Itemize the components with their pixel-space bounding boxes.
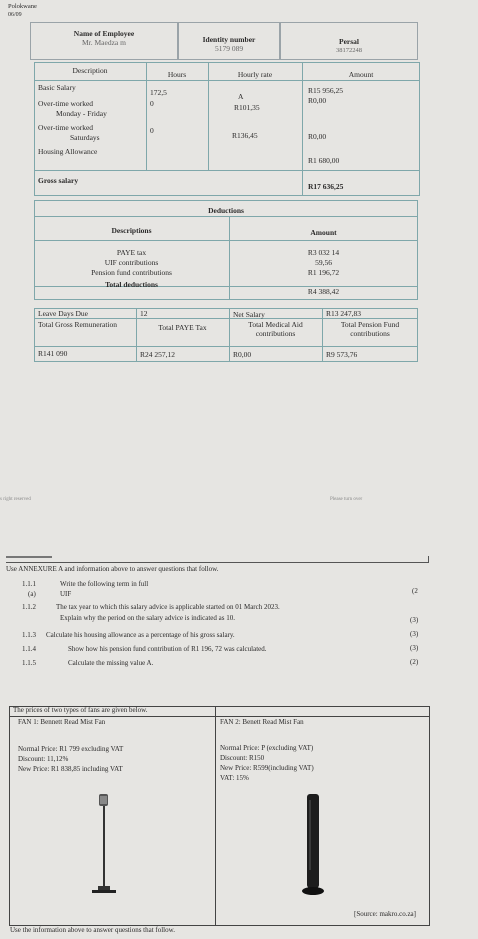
q114-text: Show how his pension fund contribution of R1 196, 72 was calculated.	[68, 645, 267, 653]
q111-text: Write the following term in full	[60, 580, 149, 588]
fans-heading: The prices of two types of fans are given below.	[13, 706, 148, 714]
fan2-discount: Discount: R150	[220, 754, 265, 762]
leave-days-value: 12	[140, 309, 148, 318]
col-amount: Amount	[348, 70, 374, 79]
row-basic-amount: R15 956,25	[308, 86, 344, 95]
summary-head-paye: Total PAYE Tax	[158, 323, 207, 332]
fans-box	[9, 706, 430, 926]
gross-salary-label: Gross salary	[38, 176, 79, 185]
row-housing-amount: R1 680,00	[308, 156, 340, 165]
net-salary-value: R13 247,83	[326, 309, 362, 318]
page-divider-left	[6, 556, 52, 558]
fan2-vat: VAT: 15%	[220, 774, 249, 782]
q114-marks: (3)	[410, 644, 419, 652]
persal-cell	[280, 22, 418, 60]
fan2-normal-price: Normal Price: P (excluding VAT)	[220, 744, 314, 752]
pedestal-fan-image	[88, 790, 128, 900]
employer-sub: 06/09	[8, 12, 22, 18]
employee-name-cell	[30, 22, 178, 60]
col-hourly-rate: Hourly rate	[237, 70, 273, 79]
identity-number-label: Identity number	[202, 35, 256, 44]
deduction-uif-label: UIF contributions	[104, 258, 159, 267]
questions-intro: Use ANNEXURE A and information above to answer questions that follow.	[6, 565, 219, 573]
deductions-col-amount: Amount	[310, 228, 337, 237]
deduction-pension-label: Pension fund contributions	[91, 268, 172, 277]
q112-text2: Explain why the period on the salary advice is indicated as 10.	[60, 614, 235, 622]
q115-text: Calculate the missing value A.	[68, 659, 154, 667]
fan1-title: FAN 1: Bennett Read Mist Fan	[18, 718, 106, 726]
q113-marks: (3)	[410, 630, 419, 638]
q115-num: 1.1.5	[22, 659, 36, 667]
q112-text: The tax year to which this salary advice is applicable started on 01 March 2023.	[56, 603, 280, 611]
summary-head-medical: Total Medical Aid contributions	[248, 320, 303, 338]
row-ot-weekday-amount: R0,00	[308, 96, 327, 105]
row-basic-hours: 172,5	[150, 88, 167, 97]
deduction-uif-amount: 59,56	[315, 258, 332, 267]
row-basic-desc: Basic Salary	[38, 83, 76, 92]
row-basic-rate: A	[238, 92, 244, 101]
employee-name-label: Name of Employee	[73, 29, 135, 38]
fan1-new-price: New Price: R1 838,85 including VAT	[18, 765, 123, 773]
deductions-col-desc: Descriptions	[111, 226, 152, 235]
leave-days-label: Leave Days Due	[38, 309, 88, 318]
q111a-text: UIF	[60, 590, 72, 598]
row-ot-sat-desc2: Saturdays	[70, 133, 100, 142]
gross-salary-value: R17 636,25	[308, 182, 344, 191]
row-ot-weekday-desc: Over-time worked	[38, 99, 94, 108]
q113-num: 1.1.3	[22, 631, 36, 639]
summary-head-gross: Total Gross Remuneration	[38, 320, 118, 329]
col-description: Description	[72, 66, 108, 75]
row-ot-sat-hours: 0	[150, 126, 154, 135]
row-ot-sat-rate: R136,45	[232, 131, 258, 140]
net-salary-label: Net Salary	[233, 310, 265, 319]
q113-text: Calculate his housing allowance as a percentage of his gross salary.	[46, 631, 235, 639]
employee-name-value: Mr. Maedza m	[82, 38, 126, 47]
row-housing-desc: Housing Allowance	[38, 147, 98, 156]
col-hours: Hours	[167, 70, 187, 79]
summary-value-gross: R141 090	[38, 349, 68, 358]
row-ot-sat-amount: R0,00	[308, 132, 327, 141]
fans-after-text: Use the information above to answer questions that follow.	[10, 926, 175, 934]
q111a-marks: (2	[412, 587, 418, 595]
q111-num: 1.1.1	[22, 580, 36, 588]
row-ot-weekday-hours: 0	[150, 99, 154, 108]
persal-value: 38172248	[336, 47, 362, 54]
deduction-paye-amount: R3 032 14	[307, 248, 340, 257]
summary-value-pension: R9 573,76	[326, 350, 358, 359]
deduction-paye-label: PAYE tax	[116, 248, 147, 257]
footer-rights: s right reserved	[0, 497, 31, 502]
employer-name: Polokwane	[8, 3, 37, 10]
summary-value-paye: R24 257,12	[140, 350, 176, 359]
total-deductions-value: R4 388,42	[307, 287, 340, 296]
row-ot-sat-desc: Over-time worked	[38, 123, 94, 132]
deductions-title: Deductions	[208, 206, 244, 215]
q111a-num: (a)	[28, 590, 36, 598]
identity-number-value: 5179 089	[214, 44, 244, 53]
fan2-new-price: New Price: R599(including VAT)	[220, 764, 314, 772]
summary-head-pension: Total Pension Fund contributions	[340, 320, 400, 338]
identity-number-cell	[178, 22, 280, 60]
persal-label: Persal	[339, 37, 359, 46]
q112-num: 1.1.2	[22, 603, 36, 611]
deduction-pension-amount: R1 196,72	[307, 268, 340, 277]
row-ot-weekday-desc2: Monday - Friday	[56, 109, 107, 118]
row-ot-weekday-rate: R101,35	[234, 103, 260, 112]
fans-source: [Source: makro.co.za]	[354, 910, 416, 918]
total-deductions-label: Total deductions	[105, 280, 158, 289]
q115-marks: (2)	[410, 658, 419, 666]
q112-marks: (3)	[410, 616, 419, 624]
summary-value-medical: R0,00	[233, 350, 252, 359]
fan1-discount: Discount: 11,12%	[18, 755, 69, 763]
footer-turn-over: Please turn over	[330, 497, 363, 502]
fan2-title: FAN 2: Benett Read Mist Fan	[220, 718, 304, 726]
fan1-normal-price: Normal Price: R1 799 excluding VAT	[18, 745, 124, 753]
tower-fan-image	[298, 790, 328, 900]
q114-num: 1.1.4	[22, 645, 36, 653]
page-divider	[6, 562, 428, 563]
